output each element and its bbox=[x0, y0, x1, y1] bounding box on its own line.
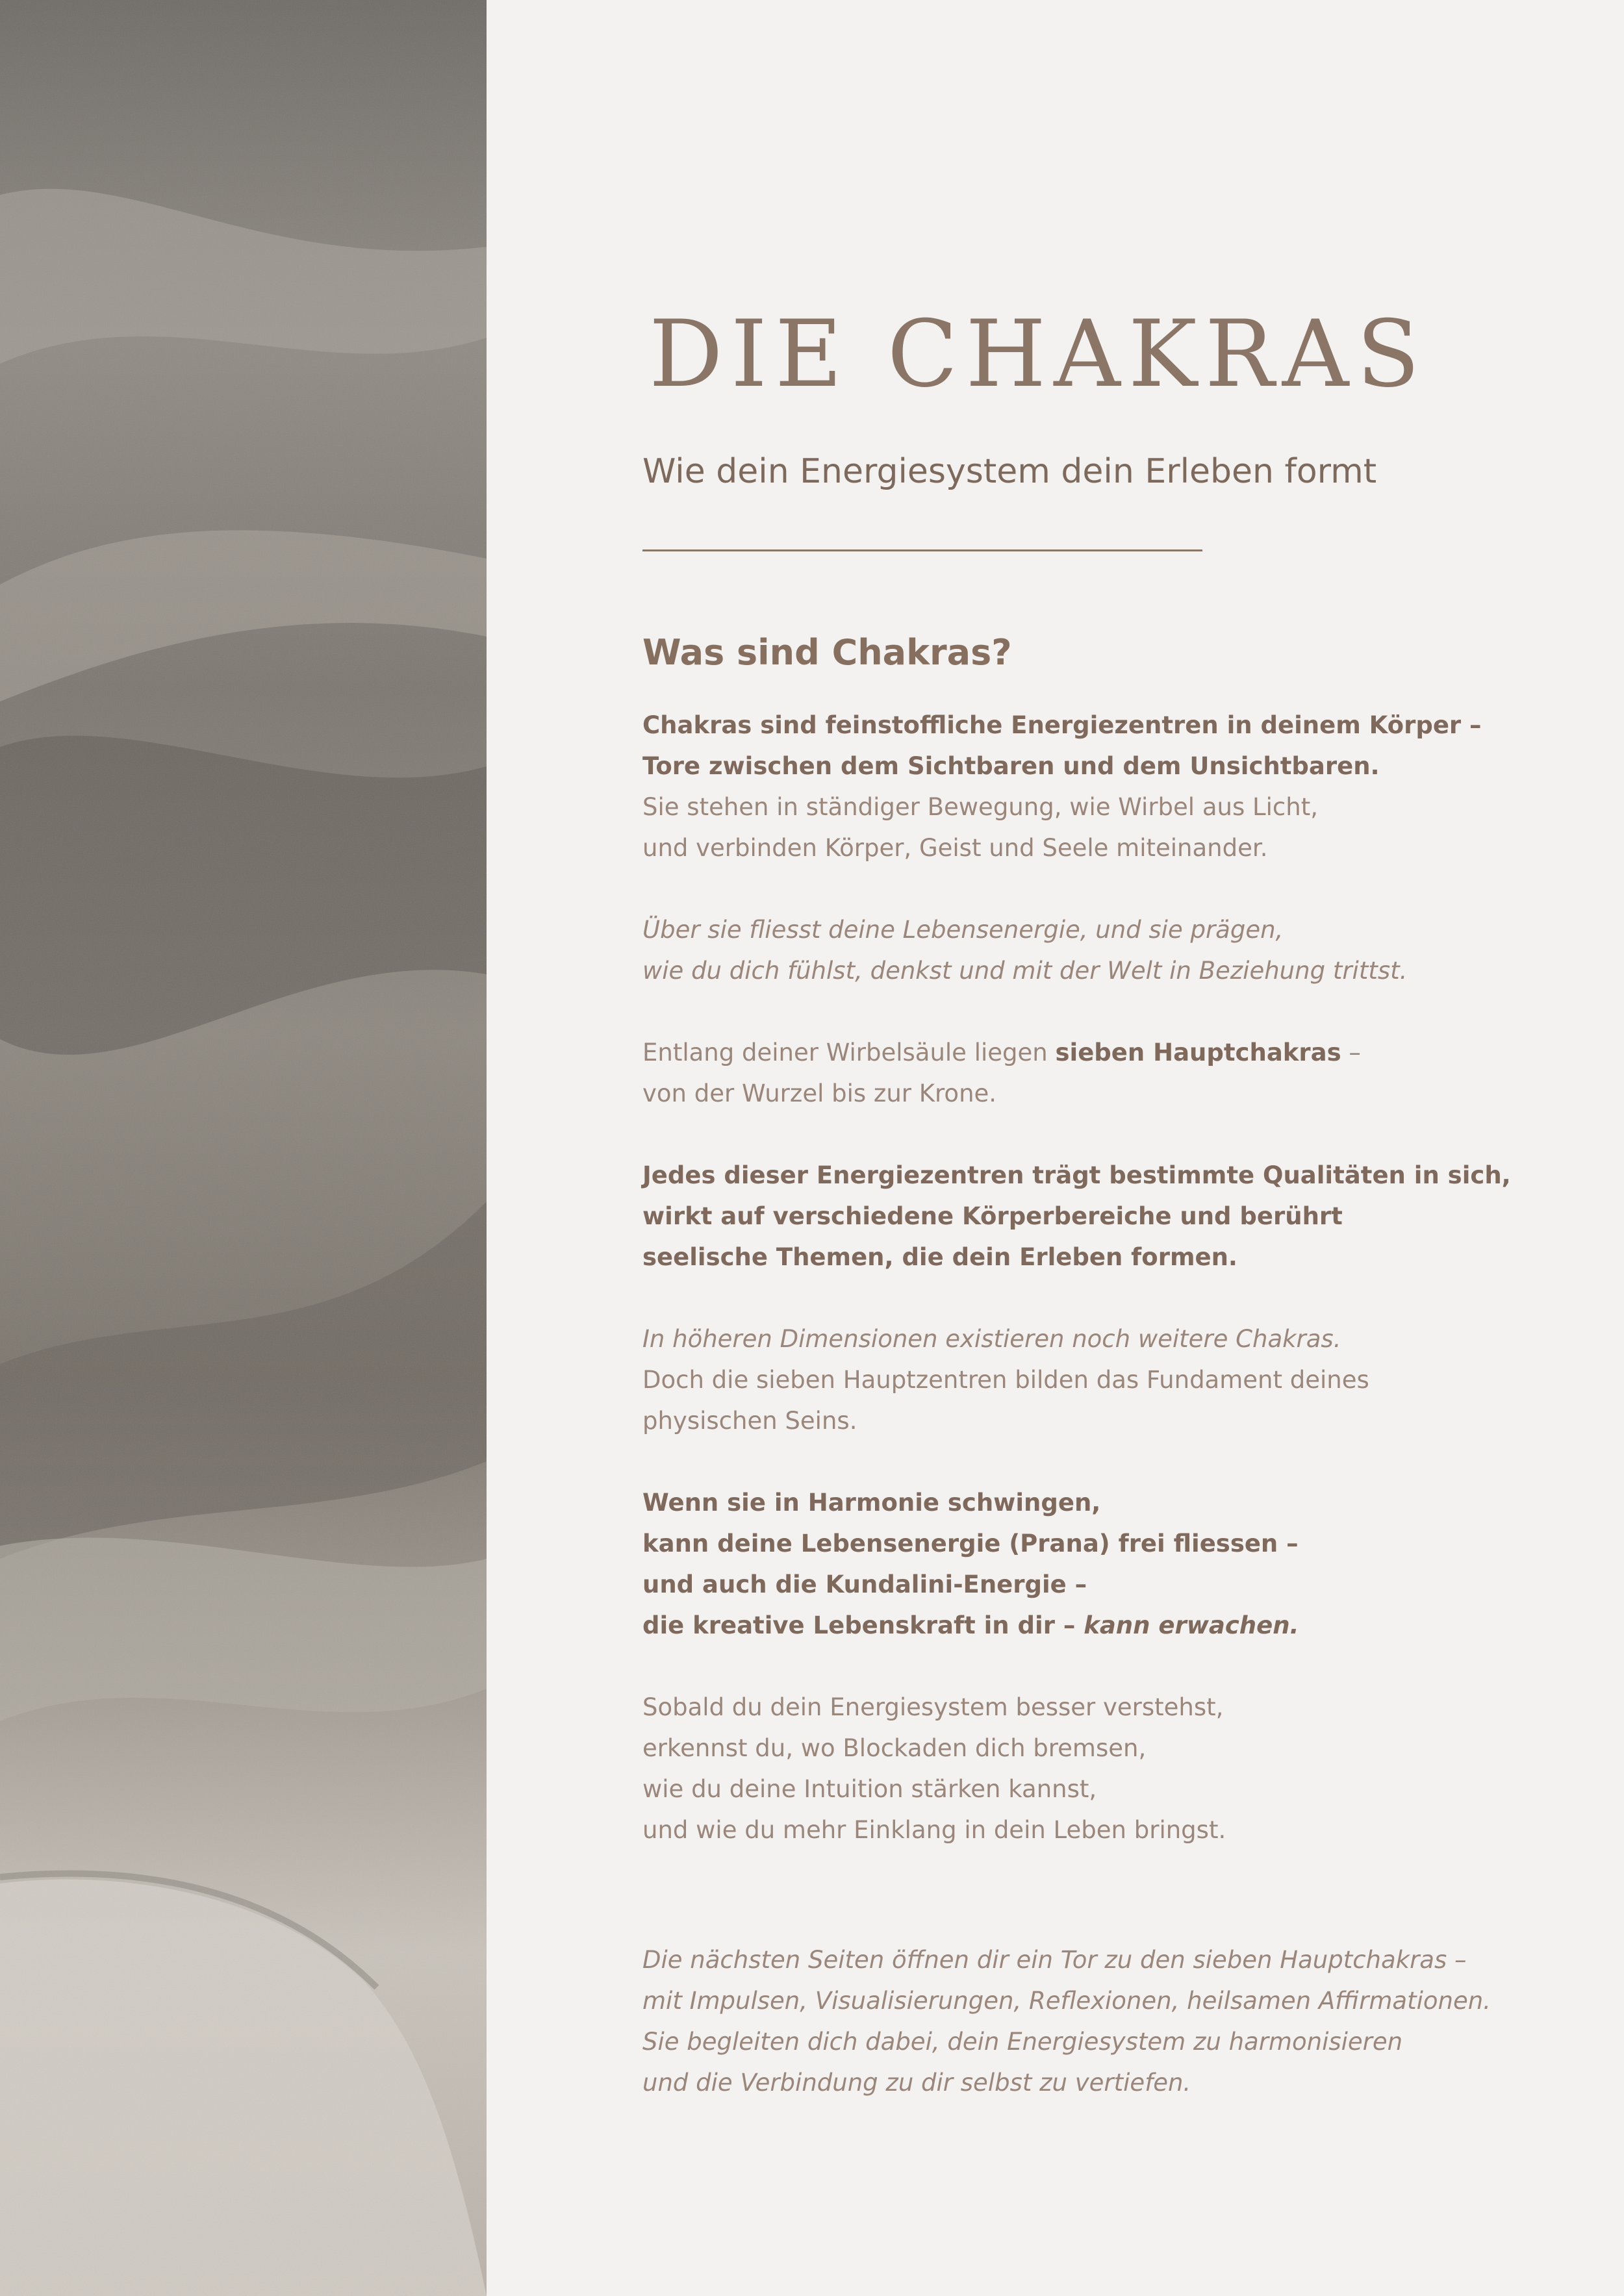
paragraph-8-line-2: mit Impulsen, Visualisierungen, Reflexionen, heilsamen Affirmationen. bbox=[642, 1987, 1491, 2015]
paragraph-3-line-2: von der Wurzel bis zur Krone. bbox=[642, 1079, 997, 1107]
paragraph-1-line-3: Sie stehen in ständiger Bewegung, wie Wirbel aus Licht, bbox=[642, 793, 1318, 821]
paragraph-5-line-2: Doch die sieben Hauptzentren bilden das Fundament deines bbox=[642, 1366, 1369, 1394]
paragraph-6-text: die kreative Lebenskraft in dir – bbox=[642, 1611, 1084, 1639]
paragraph-7-line-3: wie du deine Intuition stärken kannst, bbox=[642, 1775, 1097, 1803]
paragraph-3-text: Entlang deiner Wirbelsäule liegen bbox=[642, 1039, 1056, 1066]
paragraph-4-line-3: seelische Themen, die dein Erleben formen. bbox=[642, 1243, 1237, 1271]
paragraph-7-line-2: erkennst du, wo Blockaden dich bremsen, bbox=[642, 1734, 1147, 1762]
paragraph-3-dash: – bbox=[1341, 1039, 1361, 1066]
page-title: DIE CHAKRAS bbox=[649, 301, 1428, 408]
paragraph-8-line-4: und die Verbindung zu dir selbst zu vertiefen. bbox=[642, 2069, 1191, 2097]
paragraph-6-emphasis: kann erwachen. bbox=[1084, 1611, 1299, 1639]
paragraph-8-line-3: Sie begleiten dich dabei, dein Energiesystem zu harmonisieren bbox=[642, 2028, 1403, 2056]
paragraph-1-line-1: Chakras sind feinstoffliche Energiezentren in deinem Körper – bbox=[642, 711, 1482, 739]
paragraph-1-line-4: und verbinden Körper, Geist und Seele miteinander. bbox=[642, 834, 1268, 862]
stone-texture-image bbox=[0, 0, 487, 2296]
paragraph-7-line-1: Sobald du dein Energiesystem besser verstehst, bbox=[642, 1693, 1224, 1721]
paragraph-5-line-3: physischen Seins. bbox=[642, 1407, 857, 1435]
paragraph-4-line-1: Jedes dieser Energiezentren trägt bestimmte Qualitäten in sich, bbox=[642, 1161, 1511, 1189]
paragraph-3-line-1 bbox=[642, 1032, 1361, 1073]
paragraph-1-line-2: Tore zwischen dem Sichtbaren und dem Unsichtbaren. bbox=[642, 752, 1380, 780]
paragraph-4-line-2: wirkt auf verschiedene Körperbereiche und berührt bbox=[642, 1202, 1343, 1230]
paragraph-3-emphasis: sieben Hauptchakras bbox=[1055, 1039, 1341, 1066]
paragraph-8-line-1: Die nächsten Seiten öffnen dir ein Tor zu den sieben Hauptchakras – bbox=[642, 1946, 1467, 1974]
paragraph-5-line-1: In höheren Dimensionen existieren noch weitere Chakras. bbox=[642, 1325, 1341, 1353]
divider-line bbox=[642, 549, 1202, 551]
paragraph-6-line-1: Wenn sie in Harmonie schwingen, bbox=[642, 1489, 1101, 1517]
paragraph-6-line-4 bbox=[642, 1605, 1299, 1646]
paragraph-2-line-2: wie du dich fühlst, denkst und mit der Welt in Beziehung trittst. bbox=[642, 957, 1408, 985]
section-heading: Was sind Chakras? bbox=[642, 632, 1012, 673]
paragraph-2-line-1: Über sie fliesst deine Lebensenergie, und sie prägen, bbox=[642, 916, 1284, 944]
paragraph-6-line-2: kann deine Lebensenergie (Prana) frei fliessen – bbox=[642, 1530, 1299, 1558]
paragraph-6-line-3: und auch die Kundalini-Energie – bbox=[642, 1571, 1087, 1598]
paragraph-7-line-4: und wie du mehr Einklang in dein Leben bringst. bbox=[642, 1816, 1226, 1844]
page-subtitle: Wie dein Energiesystem dein Erleben formt bbox=[642, 452, 1377, 491]
